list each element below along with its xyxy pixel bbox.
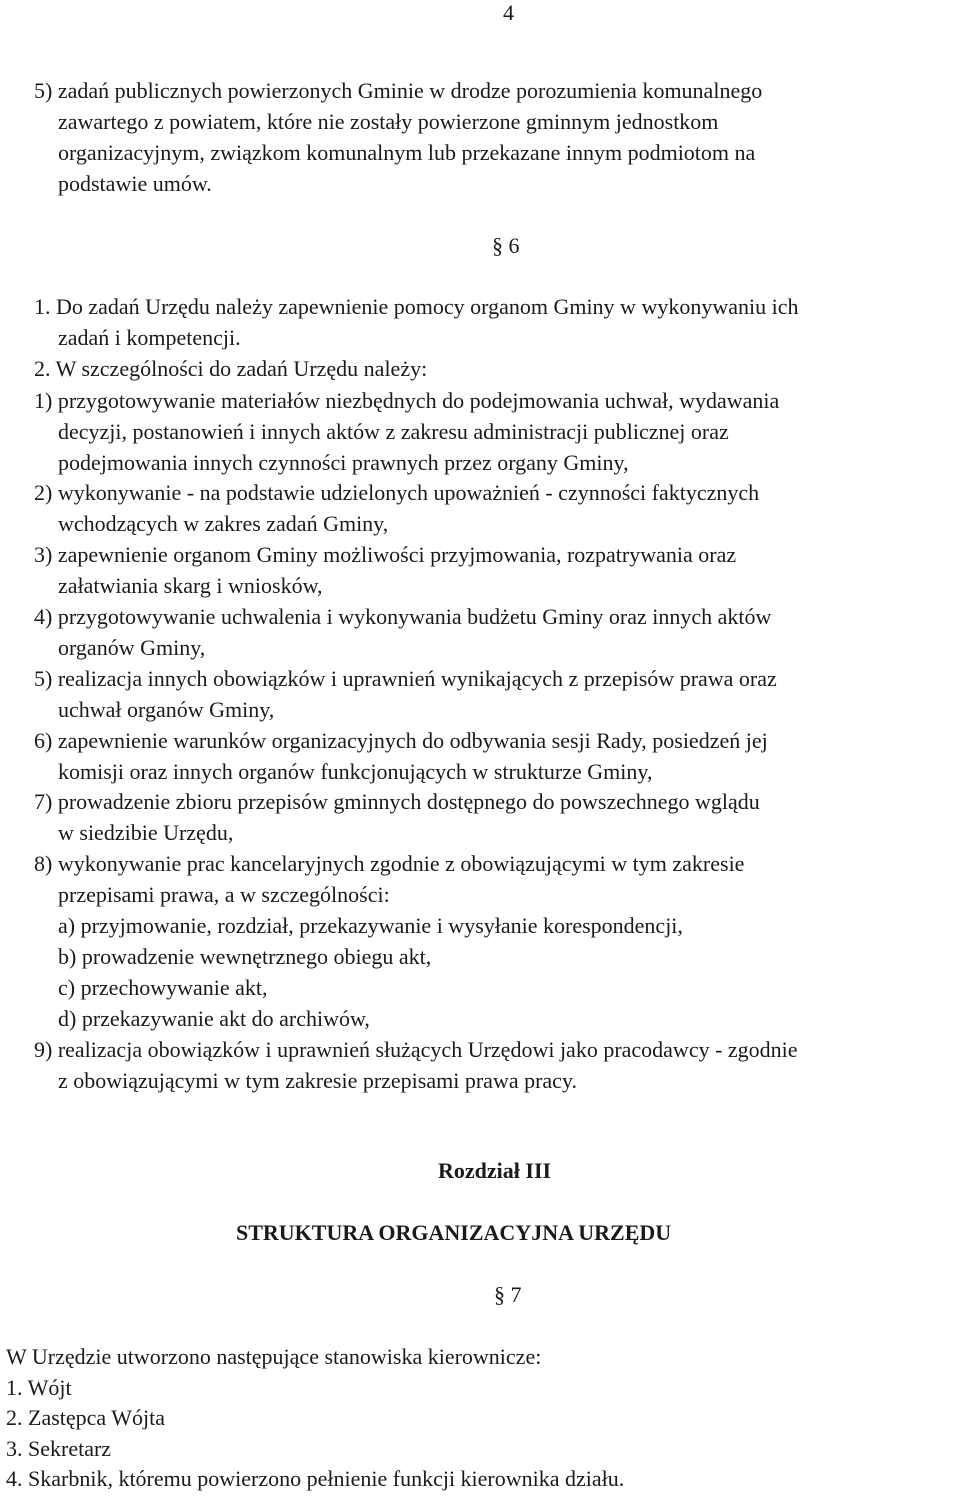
p6-point2-intro: 2. W szczególności do zadań Urzędu należy: — [34, 356, 428, 381]
p6-item1-line-2: decyzji, postanowień i innych aktów z zakresu administracji publicznej oraz — [58, 419, 729, 444]
p7-item-2: 2. Zastępca Wójta — [6, 1405, 166, 1430]
page-number: 4 — [503, 0, 514, 25]
p6-item5-line-1: 5) realizacja innych obowiązków i uprawnień wynikających z przepisów prawa oraz — [34, 666, 777, 691]
p6-item4-line-1: 4) przygotowywanie uchwalenia i wykonywania budżetu Gminy oraz innych aktów — [34, 604, 772, 629]
p6-point1-line-2: zadań i kompetencji. — [58, 325, 241, 350]
item5-line-1: 5) zadań publicznych powierzonych Gminie w drodze porozumienia komunalnego — [34, 78, 763, 103]
p6-subitem-c: c) przechowywanie akt, — [58, 975, 268, 1000]
p6-item9-line-1: 9) realizacja obowiązków i uprawnień służących Urzędowi jako pracodawcy - zgodnie — [34, 1037, 798, 1062]
p6-item7-line-1: 7) prowadzenie zbioru przepisów gminnych dostępnego do powszechnego wglądu — [34, 789, 760, 814]
chapter-subtitle: STRUKTURA ORGANIZACYJNA URZĘDU — [236, 1220, 672, 1245]
p6-item2-line-1: 2) wykonywanie - na podstawie udzielonych upoważnień - czynności faktycznych — [34, 480, 760, 505]
p6-subitem-a: a) przyjmowanie, rozdział, przekazywanie i wysyłanie korespondencji, — [58, 913, 683, 938]
p7-item-3: 3. Sekretarz — [6, 1436, 112, 1461]
p6-item2-line-2: wchodzących w zakres zadań Gminy, — [58, 511, 389, 536]
p6-item3-line-2: załatwiania skarg i wniosków, — [58, 573, 323, 598]
p6-item4-line-2: organów Gminy, — [58, 635, 206, 660]
paragraph-7-mark: § 7 — [494, 1282, 522, 1307]
p6-item6-line-1: 6) zapewnienie warunków organizacyjnych do odbywania sesji Rady, posiedzeń jej — [34, 728, 768, 753]
p6-subitem-b: b) prowadzenie wewnętrznego obiegu akt, — [58, 944, 432, 969]
p6-item8-line-2: przepisami prawa, a w szczególności: — [58, 882, 390, 907]
p6-item7-line-2: w siedzibie Urzędu, — [58, 820, 234, 845]
item5-line-2: zawartego z powiatem, które nie zostały powierzone gminnym jednostkom — [58, 109, 719, 134]
p7-intro: W Urzędzie utworzono następujące stanowiska kierownicze: — [6, 1344, 542, 1369]
p6-item3-line-1: 3) zapewnienie organom Gminy możliwości przyjmowania, rozpatrywania oraz — [34, 542, 737, 567]
p7-item-1: 1. Wójt — [6, 1375, 72, 1400]
p6-item1-line-1: 1) przygotowywanie materiałów niezbędnych do podejmowania uchwał, wydawania — [34, 388, 780, 413]
p6-subitem-d: d) przekazywanie akt do archiwów, — [58, 1006, 370, 1031]
item5-line-3: organizacyjnym, związkom komunalnym lub przekazane innym podmiotom na — [58, 140, 756, 165]
p6-item1-line-3: podejmowania innych czynności prawnych przez organy Gminy, — [58, 450, 629, 475]
p6-item8-line-1: 8) wykonywanie prac kancelaryjnych zgodnie z obowiązującymi w tym zakresie — [34, 851, 745, 876]
chapter-title: Rozdział III — [438, 1158, 552, 1183]
p6-point1-line-1: 1. Do zadań Urzędu należy zapewnienie pomocy organom Gminy w wykonywaniu ich — [34, 294, 799, 319]
p6-item6-line-2: komisji oraz innych organów funkcjonujących w strukturze Gminy, — [58, 759, 653, 784]
p6-item5-line-2: uchwał organów Gminy, — [58, 697, 275, 722]
item5-line-4: podstawie umów. — [58, 171, 212, 196]
p6-item9-line-2: z obowiązującymi w tym zakresie przepisami prawa pracy. — [58, 1068, 578, 1093]
paragraph-6-mark: § 6 — [492, 233, 520, 258]
p7-item-4: 4. Skarbnik, któremu powierzono pełnienie funkcji kierownika działu. — [6, 1466, 625, 1491]
